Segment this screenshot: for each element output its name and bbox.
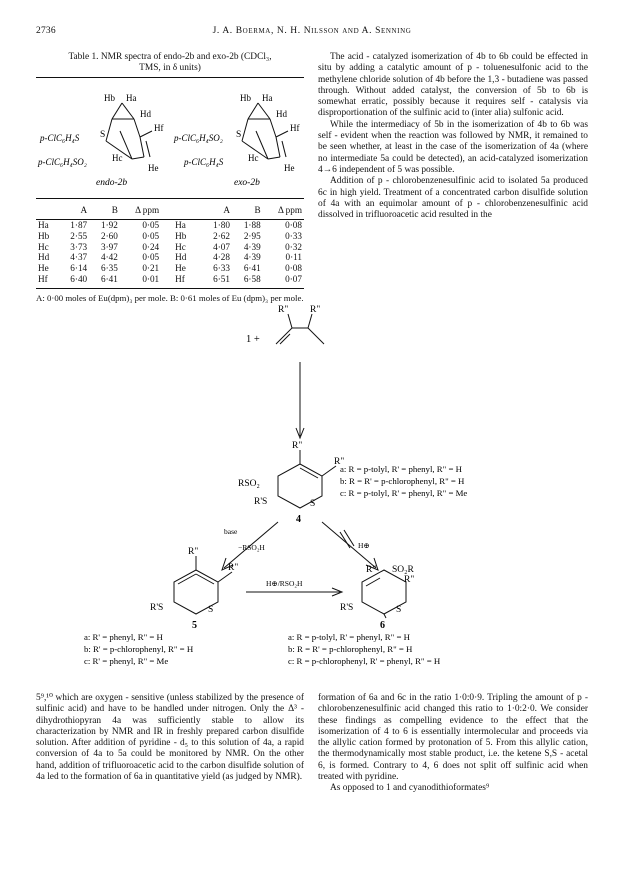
table-cell: 6·41 [243, 263, 261, 274]
right-column-top [318, 52, 588, 221]
table-cell: Hd [38, 252, 50, 263]
label-h-plus: H⊕ [358, 541, 370, 550]
exo-label-hb: Hb [240, 93, 251, 103]
diene-r-double-prime-left: R" [278, 305, 289, 315]
cmpd4-rso2: RSO₂ [238, 479, 260, 489]
endo-label-hf: Hf [154, 123, 164, 133]
table-cell: 0·08 [285, 220, 302, 231]
endo-sub-1: p-ClC₆H₄S [40, 133, 80, 143]
table-cell: 4·07 [213, 241, 230, 252]
cmpd4-r-prime-s: R'S [254, 497, 268, 507]
running-head-authors: J. A. Boerma, N. H. Nilsson and A. Senning [212, 26, 412, 36]
cmpd6-ring-s: S [396, 605, 402, 615]
table-cell: 3·97 [101, 241, 118, 252]
cmpd4-r-double-prime-right: R" [334, 457, 345, 467]
table-cell: Hc [175, 241, 186, 252]
col-header: B [89, 202, 120, 219]
table-cell: Hd [175, 252, 187, 263]
paragraph: As opposed to 1 and cyanodithioformates⁹ [330, 783, 490, 794]
nmr-table [36, 202, 304, 285]
reagent-1-plus: 1 + [246, 334, 260, 345]
table-cell: 2·55 [70, 230, 88, 241]
exo-label-ha: Ha [262, 93, 273, 103]
defs-6-b: b: R = R' = p-chlorophenyl, R" = H [288, 644, 413, 654]
table-cell: Hb [38, 230, 50, 241]
defs-4-a: a: R = p-tolyl, R' = phenyl, R" = H [340, 464, 462, 474]
endo-2b-label: endo-2b [96, 178, 128, 188]
exo-label-hc: Hc [248, 153, 259, 163]
table-cell: 4·37 [70, 252, 88, 263]
table-cell: 0·11 [285, 252, 302, 263]
compound-5-label: 5 [192, 620, 197, 631]
table-cell: 4·28 [213, 252, 230, 263]
table-cell: 1·80 [213, 220, 230, 231]
table-cell: Hb [175, 230, 187, 241]
table-cell: 1·87 [70, 220, 88, 231]
table-cell: 0·05 [142, 252, 160, 263]
table-cell: 0·32 [285, 241, 302, 252]
exo-label-hf: Hf [290, 123, 300, 133]
label-minus-rso2h: −RSO₂H [238, 543, 265, 552]
col-header: A [201, 202, 232, 219]
exo-label-hd: Hd [276, 109, 287, 119]
paragraph: formation of 6a and 6c in the ratio 1·0:0·9. Tripling the amount of p - chlorobenzenesulfinic acid changed this ratio to 1·0:2·0. We consider these findings as compelling evidence to the effect that the isomerization of 4 to 6 is essentially intermolecular and proceeds via the allylic cation formed by protonation of 5. From this allylic cation, the thermodynamically most stable product, i.e. the ketene S,S - acetal 6, is formed. Contrary to 4, 6 does not split off sulfinic acid when treated with pyridine. [318, 693, 588, 783]
table-cell: 6·51 [213, 274, 230, 285]
table-cell: 6·58 [243, 274, 261, 285]
defs-4-c: c: R = p-tolyl, R' = phenyl, R" = Me [340, 488, 468, 498]
table-caption-line-1: Table 1. NMR spectra of endo-2b and exo-2b (CDCl₃, [68, 52, 272, 62]
page-number: 2736 [36, 26, 56, 36]
col-header: B [232, 202, 263, 219]
endo-label-hc: Hc [112, 153, 123, 163]
table-footnote: A: 0·00 moles of Eu(dpm)₃ per mole. B: 0·61 moles of Eu (dpm)₃ per mole. [36, 292, 304, 303]
table-cell: 6·41 [101, 274, 118, 285]
table-row [36, 220, 304, 231]
table-cell: 4·42 [101, 252, 118, 263]
defs-6-c: c: R = p-chlorophenyl, R' = phenyl, R" = H [288, 656, 441, 666]
table-cell: 0·24 [142, 241, 160, 252]
table-cell: 0·21 [142, 263, 160, 274]
running-head [36, 26, 588, 40]
defs-5-a: a: R' = phenyl, R" = H [84, 632, 163, 642]
col-header [36, 202, 58, 219]
table-row [36, 252, 304, 263]
compound-4-label: 4 [296, 514, 301, 525]
table-cell: 4·39 [243, 241, 261, 252]
col-header [161, 202, 201, 219]
endo-sub-2: p-ClC₆H₄SO₂ [38, 157, 87, 167]
exo-sub-2: p-ClC₆H₄S [184, 157, 224, 167]
table-top-rule [36, 77, 304, 78]
table-cell: 2·62 [213, 230, 230, 241]
cmpd6-r-double-prime: R" [366, 565, 377, 575]
table-mid-rule [36, 198, 304, 199]
table-cell: 0·01 [142, 274, 160, 285]
table-cell: 2·60 [101, 230, 118, 241]
defs-5-b: b: R' = p-chlorophenyl, R" = H [84, 644, 194, 654]
table-cell: 1·92 [101, 220, 118, 231]
table-cell: He [38, 263, 49, 274]
exo-ring-s: S [236, 130, 242, 140]
cmpd5-r-double-prime-top: R" [188, 547, 199, 557]
defs-5-c: c: R' = phenyl, R" = Me [84, 656, 169, 666]
paragraph: 5⁹,¹⁰ which are oxygen - sensitive (unless stabilized by the presence of sulfinic acid) and have to be handled under nitrogen. Only the Δ³ - dihydrothiopyran 4a was sufficiently stable to allow its characterization by NMR and IR in freshly prepared carbon disulfide solution. After addition of pyridine - d₅ to this solution of 4a, a rapid conversion of 4a to 5a could be monitored by NMR. On the other hand, addition of trifluoroacetic acid to the carbon disulfide solution of 4a led to the formation of 6a in quantitative yield (as judged by NMR). [36, 693, 304, 783]
table-cell: Hf [175, 274, 185, 285]
table-cell: 1·88 [243, 220, 261, 231]
diene-r-double-prime-right: R" [310, 305, 321, 315]
cmpd6-r-prime-s: R'S [340, 603, 354, 613]
table-cell: 2·95 [243, 230, 261, 241]
col-header: Δ ppm [120, 202, 161, 219]
exo-2b-label: exo-2b [234, 178, 260, 188]
table-row [36, 263, 304, 274]
table-cell: 6·35 [101, 263, 118, 274]
table-bottom-rule [36, 288, 304, 289]
table-caption-line-2: TMS, in δ units) [139, 63, 201, 73]
table-cell: 3·73 [70, 241, 88, 252]
table-cell: Ha [38, 220, 49, 231]
table-structures [36, 81, 304, 191]
table-cell: Hc [38, 241, 49, 252]
endo-label-he: He [148, 163, 159, 173]
label-h-plus-rso2h: H⊕/RSO₂H [266, 579, 303, 588]
table-cell: He [175, 263, 186, 274]
cmpd4-r-double-prime-top: R" [292, 441, 303, 451]
table-cell: 6·33 [213, 263, 230, 274]
paragraph: The acid - catalyzed isomerization of 4b to 6b could be effected in situ by adding a catalytic amount of p - toluenesulfonic acid to the methylene chloride solution of 4b before the 1,3 - butadiene was passed through. Without added catalyst, the conversion of 5b to 6b is somewhat erratic, possibly because it requires self - catalysis via disproportionation of the sulfinic acid to (inter alia) sulfonic acid. [318, 52, 588, 119]
cmpd6-so2r: SO₂R [392, 565, 414, 575]
cmpd5-r-double-prime-right: R" [228, 563, 239, 573]
cmpd4-ring-s: S [310, 499, 316, 509]
endo-label-hd: Hd [140, 109, 151, 119]
table-row [36, 231, 304, 242]
reaction-scheme [0, 300, 624, 680]
paragraph: Addition of p - chlorobenzenesulfinic acid to isolated 5a produced 6c in high yield. Treatment of a concentrated carbon disulfide solution of 4a with an equimolar amount of p - chlorobenzenesulfinic acid dissolved in trifluoroacetic acid resulted in the [318, 176, 588, 221]
exo-label-he: He [284, 163, 295, 173]
cmpd5-ring-s: S [208, 605, 214, 615]
table-cell: 6·14 [70, 263, 88, 274]
table-cell: 0·07 [285, 274, 302, 285]
table-cell: 4·39 [243, 252, 261, 263]
table-cell: 0·33 [285, 230, 302, 241]
col-header: A [58, 202, 89, 219]
left-column-bottom [36, 693, 304, 783]
defs-4-b: b: R = R' = p-chlorophenyl, R" = H [340, 476, 465, 486]
table-cell: 0·08 [285, 263, 302, 274]
label-base: base [224, 527, 238, 536]
cmpd6-r-double-prime-2: R" [404, 575, 415, 585]
nmr-table-header [36, 202, 304, 219]
table-row [36, 242, 304, 253]
table-row [36, 274, 304, 285]
col-header: Δ ppm [263, 202, 304, 219]
endo-label-ha: Ha [126, 93, 137, 103]
table-caption [36, 52, 304, 74]
right-column-bottom [318, 693, 588, 795]
table-cell: 0·05 [142, 220, 160, 231]
table-cell: 6·40 [70, 274, 88, 285]
table-1-block [36, 52, 304, 303]
endo-label-hb: Hb [104, 93, 115, 103]
cmpd5-r-prime-s: R'S [150, 603, 164, 613]
table-cell: Ha [175, 220, 186, 231]
exo-sub-1: p-ClC₆H₄SO₂ [174, 133, 223, 143]
endo-ring-s: S [100, 130, 106, 140]
compound-6-label: 6 [380, 620, 385, 631]
defs-6-a: a: R = p-tolyl, R' = phenyl, R" = H [288, 632, 410, 642]
paragraph: While the intermediacy of 5b in the isomerization of 4b to 6b was self - evident when the reaction was followed by NMR, it remained to be seen whether, at least in the case of the isomerization of 4a (where no intermediate 5a could be detected), an acid-catalyzed isomerization 4→6 independent of 5 was possible. [318, 119, 588, 175]
table-cell: Hf [38, 274, 48, 285]
table-cell: 0·05 [142, 230, 160, 241]
